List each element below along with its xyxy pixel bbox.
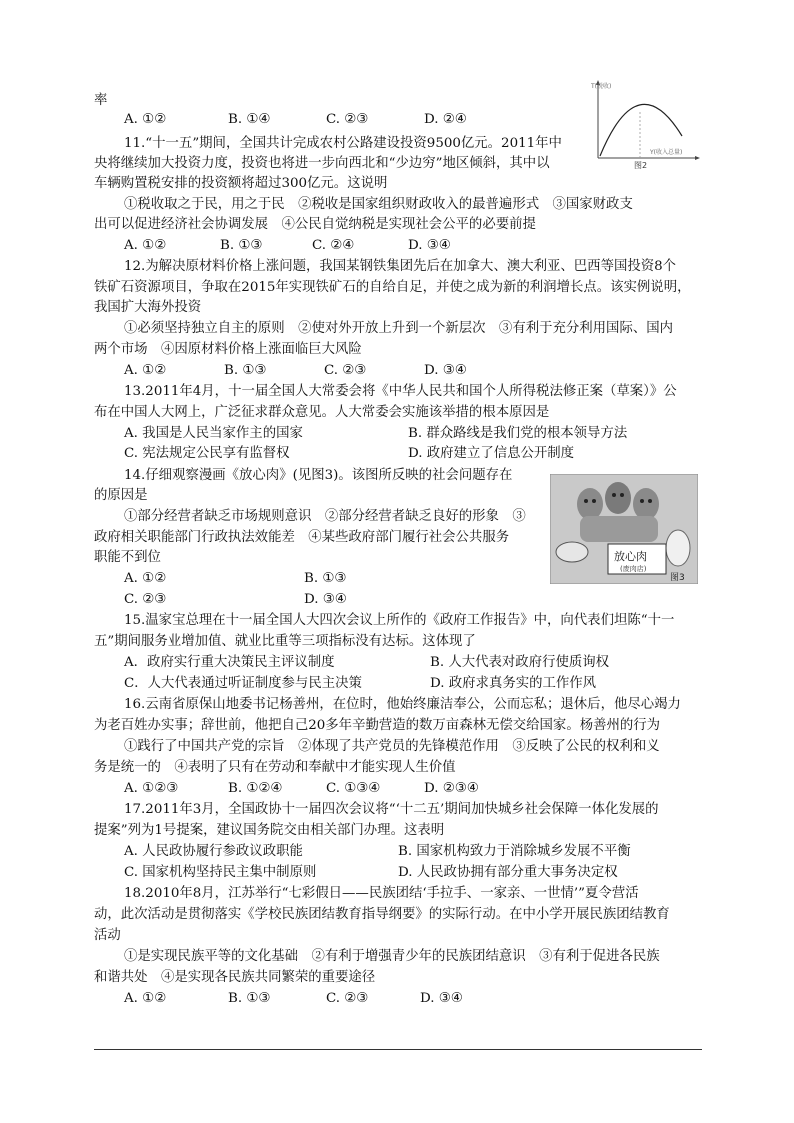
q18-option-b: B. ①③ [228,991,271,1006]
q17-option-c: C. 国家机构坚持民主集中制原则 [124,865,317,880]
q12-line-2: 铁矿石资源项目，争取在2015年实现铁矿石的自给自足，并使之成为新的利润增长点。该实例说明， [94,280,691,295]
q14-line-2: 的原因是 [94,488,148,503]
q16-line-2: 为老百姓办实事；辞世前，他把自己20多年辛勤营造的数万亩森林无偿交给国家。杨善州的行为 [94,718,661,733]
q16-option-d: D. ②③④ [424,781,479,796]
q13-option-b: B. 群众路线是我们党的根本领导方法 [408,426,628,441]
q18-option-a: A. ①② [124,991,167,1006]
q18-line-3: 活动 [94,928,121,943]
q11-line-3: 车辆购置税安排的投资额将超过300亿元。这说明 [94,176,388,191]
q11-line-2: 央将继续加大投资力度，投资也将进一步向西北和“少边穷”地区倾斜，其中以 [94,156,550,171]
q11-line-5: 出可以促进经济社会协调发展 ④公民自觉纳税是实现社会公平的必要前提 [94,217,536,232]
q16-option-a: A. ①②③ [124,781,179,796]
q13-option-a: A. 我国是人民当家作主的国家 [124,426,303,441]
option-c: C. ②③ [326,112,369,127]
q16-line-3: ①践行了中国共产党的宗旨 ②体现了共产党员的先锋模范作用 ③反映了公民的权利和义 [124,739,660,754]
q12-option-b: B. ①③ [224,363,267,378]
q15-line-1: 15.温家宝总理在十一届全国人大四次会议上所作的《政府工作报告》中，向代表们坦陈“十一 [124,613,675,628]
laffer-curve-graphic [590,78,702,170]
figure-2-caption: 图2 [634,161,648,170]
q13-line-1: 13.2011年4月，十一届全国人大常委会将《中华人民共和国个人所得税法修正案（草案）》公 [124,384,677,399]
cartoon-sign-sub: (废肉店) [620,565,647,573]
q12-line-4: ①必须坚持独立自主的原则 ②使对外开放上升到一个新层次 ③有利于充分利用国际、国内 [124,321,674,336]
q12-line-5: 两个市场 ④因原材料价格上涨面临巨大风险 [94,342,362,357]
q15-option-a: A．政府实行重大决策民主评议制度 [124,655,335,670]
q17-option-a: A. 人民政协履行参政议政职能 [124,844,303,859]
footer-rule [94,1049,702,1050]
q13-line-2: 布在中国人大网上，广泛征求群众意见。人大常委会实施该举措的根本原因是 [94,405,550,420]
q16-line-1: 16.云南省原保山地委书记杨善州，在位时，他始终廉洁奉公，公而忘私；退休后，他尽心竭力 [124,697,681,712]
q14-option-b: B. ①③ [304,571,347,586]
q15-line-2: 五”期间服务业增加值、就业比重等三项指标没有达标。这体现了 [94,634,476,649]
q13-option-c: C. 宪法规定公民享有监督权 [124,446,290,461]
q17-option-d: D. 人民政协拥有部分重大事务决定权 [398,865,618,880]
q14-line-1: 14.仔细观察漫画《放心肉》(见图3)。该图所反映的社会问题存在 [124,468,513,483]
q15-option-b: B. 人大代表对政府行使质询权 [430,655,610,670]
q16-option-c: C. ①③④ [326,781,381,796]
q14-option-a: A. ①② [124,571,167,586]
q18-line-2: 动，此次活动是贯彻落实《学校民族团结教育指导纲要》的实际行动。在中小学开展民族团结教育 [94,907,670,922]
text-line: 率 [94,93,108,108]
q11-line-1: 11.“十一五”期间，全国共计完成农村公路建设投资9500亿元。2011年中 [124,136,562,151]
q14-line-5: 职能不到位 [94,550,161,565]
figure-3-caption: 图3 [670,573,685,583]
q16-option-b: B. ①②④ [228,781,283,796]
q12-line-1: 12.为解决原材料价格上涨问题，我国某钢铁集团先后在加拿大、澳大利亚、巴西等国投资8个 [124,259,677,274]
q11-option-c: C. ②④ [312,238,355,253]
q16-line-4: 务是统一的 ④表明了只有在劳动和奉献中才能实现人生价值 [94,760,456,775]
option-b: B. ①④ [228,112,271,127]
q14-option-d: D. ③④ [304,592,347,607]
q18-line-4: ①是实现民族平等的文化基础 ②有利于增强青少年的民族团结意识 ③有利于促进各民族 [124,949,660,964]
q18-line-1: 18.2010年8月，江苏举行“七彩假日——民族团结‘手拉手、一家亲、一世情’”夏令营活 [124,886,639,901]
q11-option-d: D. ③④ [408,238,451,253]
q11-line-4: ①税收取之于民，用之于民 ②税收是国家组织财政收入的最普遍形式 ③国家财政支 [124,197,633,212]
q15-option-d: D. 政府求真务实的工作作风 [430,676,597,691]
q14-option-c: C. ②③ [124,592,167,607]
q18-line-5: 和谐共处 ④是实现各民族共同繁荣的重要途径 [94,970,376,985]
q11-option-a: A. ①② [124,238,167,253]
cartoon-illustration [550,474,698,584]
q12-option-c: C. ②③ [324,363,367,378]
option-d: D. ②④ [424,112,467,127]
cartoon-sign-text: 放心肉 [614,550,647,563]
figure-2-xlabel: Y(收入总量) [650,149,683,156]
figure-2-ylabel: T(税收) [591,83,612,90]
q18-option-c: C. ②③ [326,991,369,1006]
q17-option-b: B. 国家机构致力于消除城乡发展不平衡 [398,844,631,859]
q18-option-d: D. ③④ [420,991,463,1006]
option-a: A. ①② [124,112,167,127]
q13-option-d: D. 政府建立了信息公开制度 [408,446,575,461]
q12-line-3: 我国扩大海外投资 [94,300,202,315]
q12-option-a: A. ①② [124,363,167,378]
figure-3-cartoon [550,474,698,584]
q17-line-1: 17.2011年3月，全国政协十一届四次会议将“‘十二五’期间加快城乡社会保障一体化发展的 [124,802,659,817]
q11-option-b: B. ①③ [220,238,263,253]
q15-option-c: C．人大代表通过听证制度参与民主决策 [124,676,362,691]
q17-line-2: 提案”列为1号提案，建议国务院交由相关部门办理。这表明 [94,823,445,838]
q14-line-3: ①部分经营者缺乏市场规则意识 ②部分经营者缺乏良好的形象 ③ [124,509,526,524]
q14-line-4: 政府相关职能部门行政执法效能差 ④某些政府部门履行社会公共服务 [94,530,510,545]
q12-option-d: D. ③④ [424,363,467,378]
figure-2-curve [590,78,702,170]
